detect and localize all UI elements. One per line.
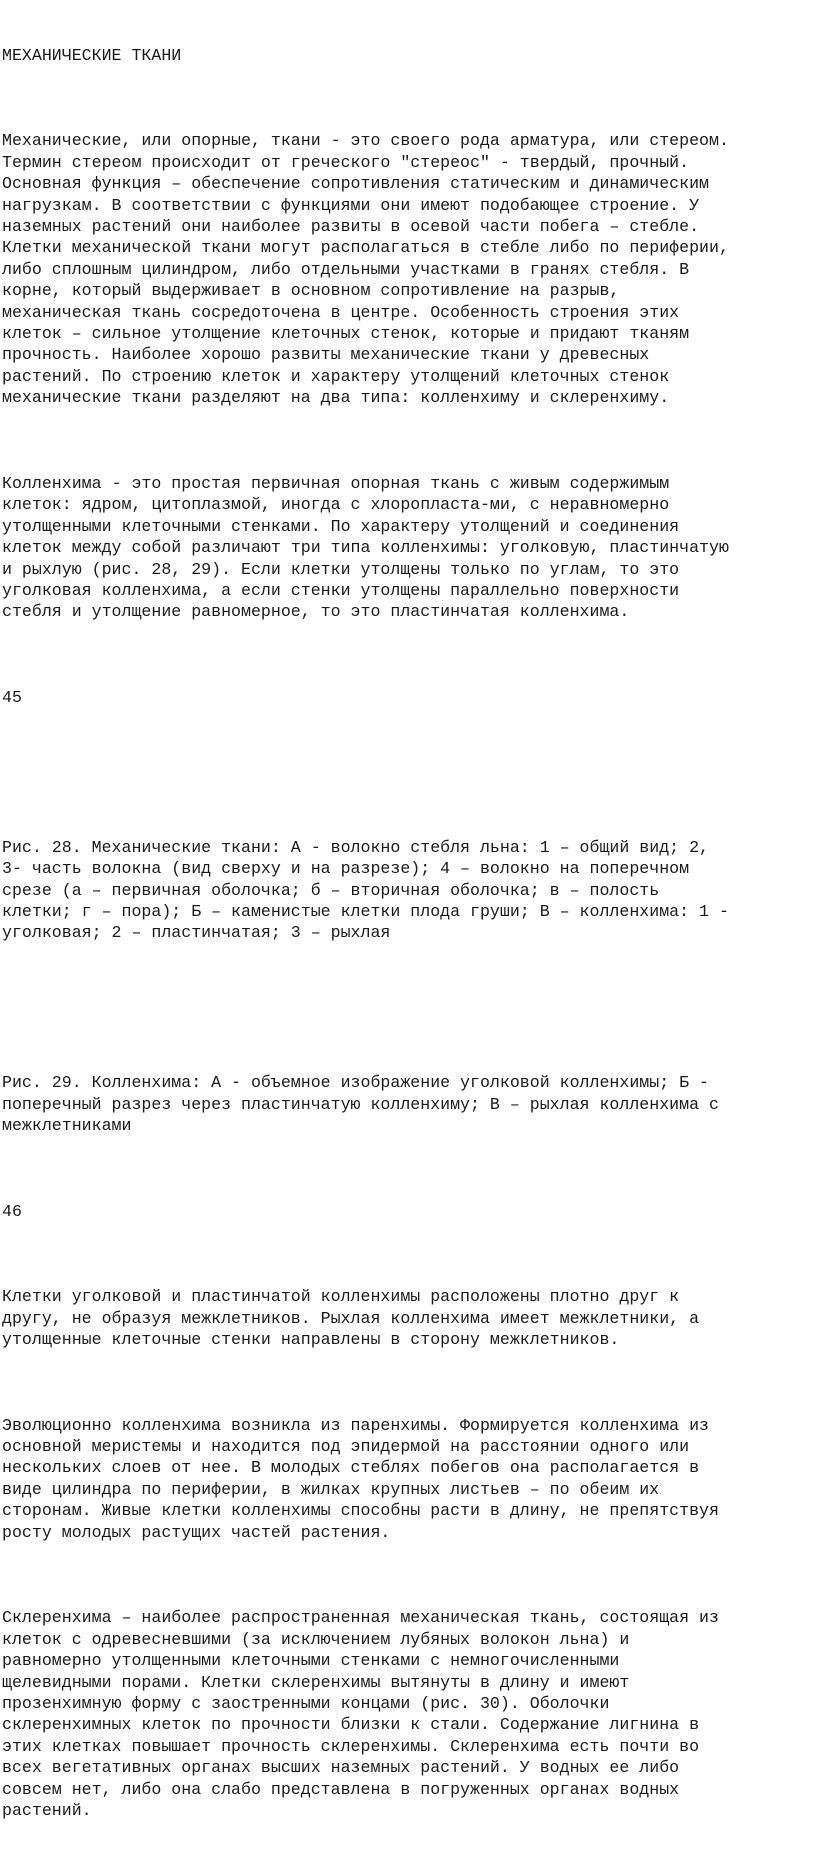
document-body — [2, 2, 814, 1864]
paragraph-collenchyma-evolution: Эволюционно колленхима возникла из паренхимы. Формируется колленхима из основной меристемы и находится под эпидермой на расстоянии одного или нескольких слоев от нее. В молодых стеблях побегов она располагается в виде цилиндра по периферии, в жилках крупных листьев – по обеим их сторонам. Живые клетки колленхимы способны расти в длину, не препятствуя росту молодых растущих частей растения. — [2, 1415, 719, 1542]
figure-caption-29: Рис. 29. Колленхима: А - объемное изображение уголковой колленхимы; Б - поперечный разрез через пластинчатую колленхиму; В – рыхлая колленхима с межклетниками — [2, 1073, 719, 1136]
figure-caption-28: Рис. 28. Механические ткани: А - волокно стебля льна: 1 – общий вид; 2, 3- часть волокна (вид сверху и на разрезе); 4 – волокно на поперечном срезе (а – первичная оболочка; б – вторичная оболочка; в – полость клетки; г – пора); Б – каменистые клетки плода груши; В – колленхима: 1 - уголковая; 2 – пластинчатая; 3 – рыхлая — [2, 837, 729, 943]
page-number-46: 46 — [2, 1201, 22, 1221]
figure-spacer-1 — [2, 773, 814, 794]
paragraph-mechanical-tissues: Механические, или опорные, ткани - это своего рода арматура, или стереом. Термин стереом происходит от греческого "стереос" - твердый, прочный. Основная функция – обеспечение сопротивления статическим и динамическим нагрузкам. В соответствии с функциями они имеют подобающее строение. У наземных растений они наиболее развиты в осевой части побега – стебле. Клетки механической ткани могут располагаться в стебле либо по периферии, либо сплошным цилиндром, либо отдельными участками в гранях стебля. В корне, который выдерживает в основном сопротивление на разрыв, механическая ткань сосредоточена в центре. Особенность строения этих клеток – сильное утолщение клеточных стенок, которые и придают тканям прочность. Наиболее хорошо развиты механические ткани у древесных растений. По строению клеток и характеру утолщений клеточных стенок механические ткани разделяют на два типа: колленхиму и склеренхиму. — [2, 131, 729, 408]
figure-spacer-2 — [2, 1008, 814, 1029]
paragraph-collenchyma: Колленхима - это простая первичная опорная ткань с живым содержимым клеток: ядром, цитоплазмой, иногда с хлоропласта-ми, с неравномерно утолщенными клеточными стенками. По характеру утолщений и соединения клеток между собой различают три типа колленхимы: уголковую, пластинчатую и рыхлую (рис. 28, 29). Если клетки утолщены только по углам, то это уголковая колленхима, а если стенки утолщены параллельно поверхности стебля и утолщение равномерное, то это пластинчатая колленхима. — [2, 473, 729, 622]
paragraph-sclerenchyma: Склеренхима – наиболее распространенная механическая ткань, состоящая из клеток с одревесневшими (за исключением лубяных волокон льна) и равномерно утолщенными клеточными стенками с немногочисленными щелевидными порами. Клетки склеренхимы вытянуты в длину и имеют прозенхимную форму с заостренными концами (рис. 30). Оболочки склеренхимных клеток по прочности близки к стали. Содержание лигнина в этих клетках повышает прочность склеренхимы. Склеренхима есть почти во всех вегетативных органах высших наземных растений. У водных ее либо совсем нет, либо она слабо представлена в погруженных органах водных растений. — [2, 1608, 719, 1820]
section-title: МЕХАНИЧЕСКИЕ ТКАНИ — [2, 45, 182, 65]
page-number-45: 45 — [2, 687, 22, 707]
paragraph-collenchyma-cells: Клетки уголковой и пластинчатой колленхимы расположены плотно друг к другу, не образуя межклетников. Рыхлая колленхима имеет межклетники, а утолщенные клеточные стенки направлены в сторону межклетников. — [2, 1287, 700, 1350]
